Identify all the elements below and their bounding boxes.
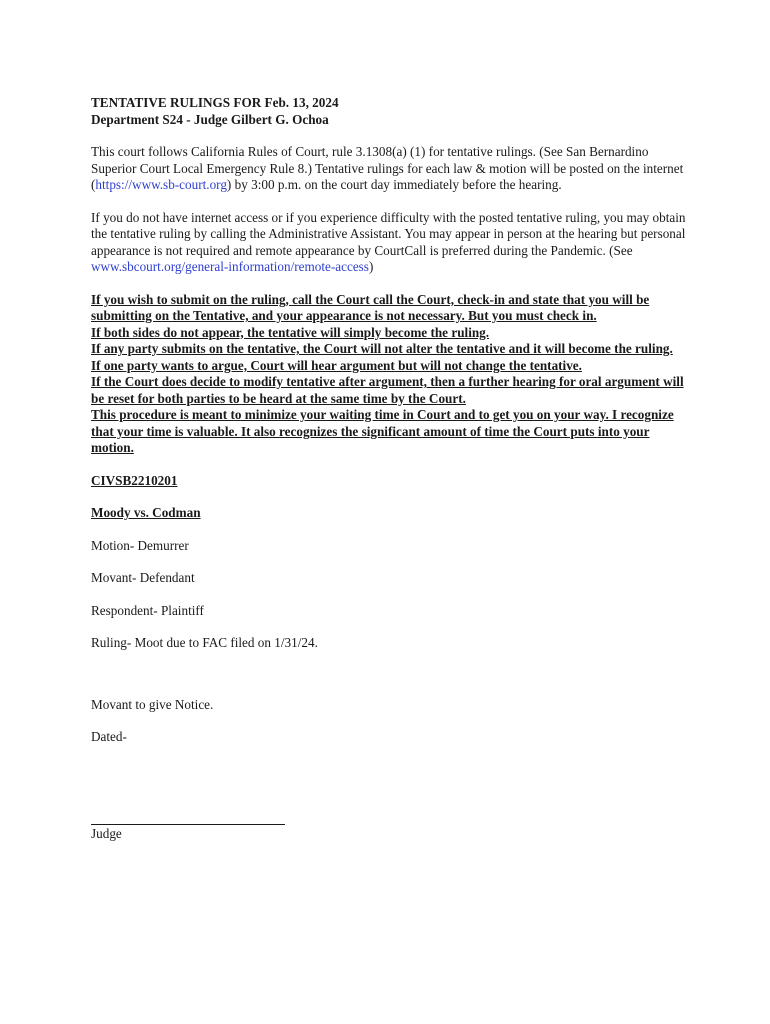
rule-item: If the Court does decide to modify tentative after argument, then a further hearing for oral argument will be reset for both parties to be heard at the same time by the Court. xyxy=(91,374,684,406)
access-text-start: If you do not have internet access or if you experience difficulty with the posted tentative ruling, you may obtain the tentative ruling by calling the Administrative Assistant. You may appear in person at the hearing but personal appearance is not required and remote appearance by CourtCall is preferred during the Pandemic. (See xyxy=(91,209,686,258)
access-paragraph xyxy=(91,210,691,276)
movant: Movant- Defendant xyxy=(91,570,195,585)
judge-label: Judge xyxy=(91,825,122,841)
rule-item: If any party submits on the tentative, the Court will not alter the tentative and it will become the ruling. xyxy=(91,341,673,356)
rule-item: If one party wants to argue, Court will hear argument but will not change the tentative. xyxy=(91,357,582,373)
dated-line: Dated- xyxy=(91,729,127,744)
notice-statement: Movant to give Notice. xyxy=(91,696,214,712)
rule-item: This procedure is meant to minimize your waiting time in Court and to get you on your way. I recognize that your time is valuable. It also recognizes the significant amount of time the Court puts into your motion. xyxy=(91,407,674,455)
rule-item: If you wish to submit on the ruling, call the Court call the Court, check-in and state that you will be submitting on the Tentative, and your appearance is not necessary. But you must check in. xyxy=(91,291,650,323)
motion-type: Motion- Demurrer xyxy=(91,537,189,553)
signature-line xyxy=(91,824,285,825)
department-heading: Department S24 - Judge Gilbert G. Ochoa xyxy=(91,111,329,127)
respondent: Respondent- Plaintiff xyxy=(91,602,204,618)
submission-rules xyxy=(91,292,691,457)
rule-item: If both sides do not appear, the tentative will simply become the ruling. xyxy=(91,324,490,340)
ruling: Ruling- Moot due to FAC filed on 1/31/24. xyxy=(91,635,318,650)
document-page xyxy=(91,95,691,842)
sb-court-link[interactable]: https://www.sb-court.org xyxy=(95,177,227,192)
access-text-end: ) xyxy=(368,259,374,274)
document-title: TENTATIVE RULINGS FOR Feb. 13, 2024 xyxy=(91,95,339,110)
case-parties: Moody vs. Codman xyxy=(91,505,201,520)
intro-text-end: ) by 3:00 p.m. on the court day immediately before the hearing. xyxy=(226,177,562,192)
intro-text-start: This court follows California Rules of Court, rule 3.1308(a) (1) for tentative rulings. (See San Bernardino Superior Court Local Emergency Rule 8.) Tentative rulings for each law & motion will be posted on the internet ( xyxy=(91,144,684,192)
intro-paragraph xyxy=(91,144,691,194)
case-number: CIVSB2210201 xyxy=(91,472,178,488)
remote-access-link[interactable]: www.sbcourt.org/general-information/remote-access xyxy=(91,259,369,274)
